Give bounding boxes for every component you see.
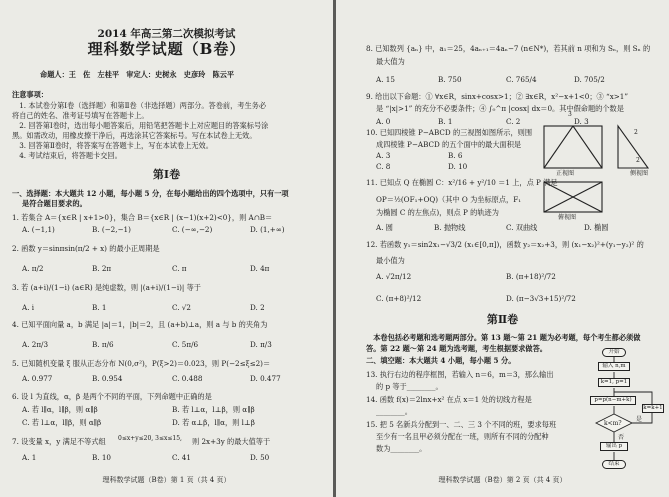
flow-init: k=1, p=1 [598,378,630,387]
q3-option-a: A. i [22,303,35,312]
q10-option-b: B. 6 [448,151,463,160]
q4-option-a: A. 2π/3 [22,340,49,349]
q3-option-d: D. 2 [250,303,265,312]
exam-title: 2014 年高三第二次模拟考试 [97,28,236,40]
q5-option-b: B. 0.954 [92,374,123,383]
q9-option-c: C. 2 [506,117,521,126]
q2-option-b: B. 2π [92,264,112,273]
dim-label-2b: 2 [636,157,640,164]
exam-page-2 [336,0,669,497]
section-title-1: 第Ⅰ卷 [152,168,181,181]
question-14-line: ________。 [376,407,412,416]
q8-option-d: D. 705/2 [574,75,605,84]
question-12-stem-2: 最小值为 [376,256,405,265]
flow-step: p=p(n−m+k) [590,396,636,405]
question-3-stem: 3. 若 (a+i)/(1−i) (a∈R) 是纯虚数，则 |(a+i)/(1−i)| 等于 [12,283,201,292]
q12-option-a: A. √2π/12 [376,272,412,281]
q7-option-a: A. 1 [22,453,37,462]
flow-input: 输入 n,m [598,362,630,371]
q2-option-a: A. π/2 [22,264,44,273]
question-14-line: 14. 函数 f(x)＝2lnx+x² 在点 x＝1 处的切线方程是 [366,395,532,404]
authors-line: 命题人：王 佐 左桂平 审定人：史树永 史彦玲 陈云平 [40,70,235,79]
question-10-stem-2: 成四棱锥 P−ABCD 的五个面中的最大面积是 [376,140,522,149]
section-title-2: 第Ⅱ卷 [486,313,519,326]
question-2-stem: 2. 函数 y＝sinπsin(π/2 + x) 的最小正周期是 [12,244,160,253]
q2-option-c: C. π [172,264,187,273]
question-15-line: 15. 把 5 名新兵分配到一、二、三 3 个不同的班，要求每班 [366,420,557,429]
question-13-line: 的 p 等于________。 [376,382,443,391]
flow-start: 开始 [602,348,626,357]
q11-option-a: A. 圆 [376,223,393,232]
three-view-figure [536,110,666,220]
page-footer-2: 理科数学试题（B卷）第 2 页（共 4 页） [438,476,567,484]
paper-title: 理科数学试题（B卷） [87,40,246,58]
question-1-stem: 1. 若集合 A＝{x∈R | x+1>0}，集合 B＝{x∈R | (x−1)(x+2)<0}，则 A∩B＝ [12,213,273,222]
front-view-frame [544,126,602,168]
question-7-stem: 7. 设变量 x，y 满足不等式组 [12,437,106,446]
question-10-stem: 10. 已知四棱锥 P−ABCD 的三视图如图所示，则围 [366,128,533,137]
part2-intro: 本卷包括必考题和选考题两部分。第 13 题～第 21 题为必考题，每个考生都必须做 [366,333,641,342]
q3-option-c: C. √2 [172,303,191,312]
q10-option-a: A. 3 [376,151,391,160]
question-15-line: 数为________。 [376,444,427,453]
q4-option-b: B. π/6 [92,340,114,349]
flow-output: 输出 p [600,442,628,451]
q3-option-b: B. 1 [92,303,107,312]
choice-intro: 一、选择题：本大题共 12 小题，每小题 5 分，在每小题给出的四个选项中，只有一项 [12,189,289,198]
q11-option-d: D. 椭圆 [584,223,609,232]
flow-increment: k=k+1 [643,405,663,411]
q6-option-c: C. 若 l⊥α，l∥β，则 α∥β [22,418,102,427]
q10-option-d: D. 10 [448,162,468,171]
choice-intro: 是符合题目要求的。 [22,199,87,208]
q6-option-d: D. 若 α⊥β，l∥α，则 l⊥β [172,418,255,427]
question-15-line: 至少有一名且甲必须分配在一班，则所有不同的分配种 [376,432,549,441]
q1-option-b: B. (−2,−1) [92,225,131,234]
q7-option-d: D. 50 [250,453,270,462]
note-line: 1. 本试卷分第Ⅰ卷（选择题）和第Ⅱ卷（非选择题）两部分。答卷前，考生务必 [12,101,267,110]
flow-no-label: 否 [618,434,625,441]
question-8-stem: 8. 已知数列 {aₙ} 中，a₁＝25，4aₙ₊₁＝4aₙ−7 (n∈N*)，若其前 n 项和为 Sₙ，则 Sₙ 的 [366,44,651,53]
q5-option-d: D. 0.477 [250,374,281,383]
q11-option-b: B. 抛物线 [434,223,466,232]
q11-option-c: C. 双曲线 [506,223,538,232]
question-8-stem-2: 最大值为 [376,57,405,66]
q6-option-b: B. 若 l⊥α，l⊥β，则 α∥β [172,405,255,414]
note-line: 将自己的姓名、准考证号填写在答题卡上。 [12,111,149,120]
q4-option-c: C. 5π/6 [172,340,199,349]
q8-option-c: C. 765/4 [506,75,537,84]
question-9-stem-2: 是 “|x|>1” 的充分不必要条件；④ ∫₀^π |cosx| dx＝0。其中假命题的个数是 [376,104,624,113]
q12-option-c: C. (π+8)²/12 [376,294,422,303]
part2-intro: 答。第 22 题～第 24 题为选考题，考生根据要求做答。 [366,344,547,353]
q9-option-d: D. 3 [574,117,589,126]
dim-label-2: 2 [634,129,638,136]
fill-in-title: 二、填空题：本大题共 4 小题，每小题 5 分。 [366,356,516,365]
note-line: 3. 回答第Ⅱ卷时，将答案写在答题卡上，写在本试卷上无效。 [12,141,213,150]
dim-label-3: 3 [568,111,572,118]
flow-condition: k<m? [604,420,622,427]
q4-option-d: D. π/3 [250,340,272,349]
side-view-triangle [618,126,648,168]
q1-option-a: A. (−1,1) [22,225,55,234]
flow-end: 结束 [602,460,626,469]
q12-option-b: B. (π+18)²/72 [506,272,556,281]
q1-option-c: C. (−∞,−2) [172,225,213,234]
q9-option-b: B. 1 [438,117,453,126]
front-view-label: 正视图 [556,170,575,177]
question-9-stem: 9. 给出以下命题：① ∀x∈R，sinx+cosx>1；② ∃x∈R，x²−x+1<0；③ “x>1” [366,92,629,101]
page-footer-1: 理科数学试题（B卷）第 1 页（共 4 页） [102,476,231,484]
q12-option-d: D. (π−3√3+15)²/72 [506,294,576,303]
side-view-label: 侧视图 [630,170,649,177]
flow-yes-label: 是 [636,416,643,423]
q10-option-c: C. 8 [376,162,391,171]
q1-option-d: D. (1,+∞) [250,225,285,234]
question-5-stem: 5. 已知随机变量 ξ 服从正态分布 N(0,σ²)，P(ξ>2)＝0.023，则 P(−2≤ξ≤2)＝ [12,359,271,368]
question-12-stem: 12. 若函数 y₁＝sin2x₁−√3/2 (x₁∈[0,π])，函数 y₂＝x₂+3，则 (x₁−x₂)²+(y₁−y₂)² 的 [366,240,644,249]
q9-option-a: A. 0 [376,117,391,126]
q7-option-b: B. 10 [92,453,111,462]
notes-title: 注意事项： [12,90,48,99]
q7-system: 0≤x+y≤20, 3≤x≤15, [118,435,182,442]
q6-option-a: A. 若 l∥α，l∥β，则 α∥β [22,405,98,414]
q5-option-c: C. 0.488 [172,374,203,383]
note-line: 黑。如需改动，用橡皮擦干净后，再选涂其它答案标号。写在本试卷上无效。 [12,131,257,140]
question-13-line: 13. 执行右边的程序框图，若输入 n＝6，m＝3，那么输出 [366,370,554,379]
question-11-stem: 11. 已知点 Q 在椭圆 C：x²/16 + y²/10 ＝1 上，点 P 满足 [366,178,558,187]
note-line: 4. 考试结束后，将答题卡交回。 [12,151,122,160]
q2-option-d: D. 4π [250,264,270,273]
question-11-stem-2: OP＝½(OF₁+OQ)（其中 O 为坐标原点，F₁ [376,195,522,204]
question-11-stem-3: 为椭圆 C 的左焦点)，则点 P 的轨迹为 [376,208,499,217]
note-line: 2. 回答第Ⅰ卷时，选出每小题答案后，用铅笔把答题卡上对应题目的答案标号涂 [12,121,269,130]
question-6-stem: 6. 设 l 为直线，α，β 是两个不同的平面，下列命题中正确的是 [12,392,212,401]
exam-page-1 [0,0,333,497]
q7-option-c: C. 41 [172,453,191,462]
q8-option-a: A. 15 [376,75,395,84]
question-4-stem: 4. 已知平面向量 a，b 满足 |a|＝1，|b|＝2，且 (a+b)⊥a，则 a 与 b 的夹角为 [12,320,268,329]
q7-tail: 则 2x+3y 的最大值等于 [192,437,271,446]
q5-option-a: A. 0.977 [22,374,53,383]
q8-option-b: B. 750 [438,75,462,84]
top-view-label: 俯视图 [558,214,577,221]
